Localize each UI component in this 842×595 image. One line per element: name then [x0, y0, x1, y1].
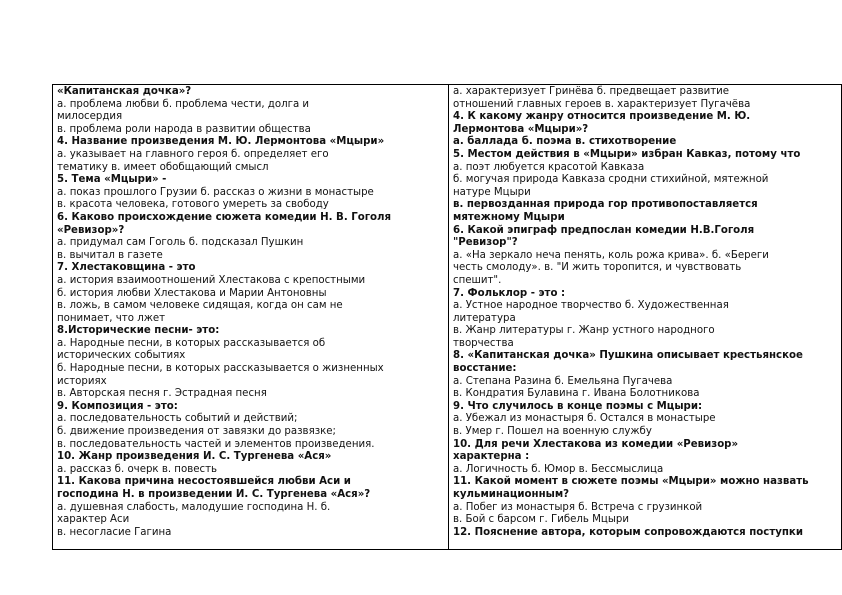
right-column	[449, 85, 841, 549]
question-line: 4. К какому жанру относится произведение М. Ю.	[453, 111, 751, 123]
answer-line: а. рассказ б. очерк в. повесть	[57, 463, 218, 475]
answer-line: в. последовательность частей и элементов произведения.	[57, 438, 375, 450]
answer-line: а. характеризует Гринёва б. предвещает развитие	[453, 86, 730, 97]
answer-line: а. Народные песни, в которых рассказывается об	[57, 337, 326, 349]
question-line: 4. Название произведения М. Ю. Лермонтова «Мцыри»	[57, 136, 385, 148]
question-line: Лермонтова «Мцыри»?	[453, 123, 589, 135]
answer-line: в. проблема роли народа в развитии общества	[57, 123, 311, 135]
answer-line: а. поэт любуется красотой Кавказа	[453, 161, 645, 173]
answer-line: в. ложь, в самом человеке сидящая, когда он сам не	[57, 300, 343, 312]
answer-line: а. Степана Разина б. Емельяна Пугачева	[453, 375, 673, 387]
answer-line: а. последовательность событий и действий;	[57, 413, 298, 425]
question-line: в. первозданная природа гор противопоставляется	[453, 199, 758, 211]
answer-line: а. душевная слабость, малодушие господина Н. б.	[57, 501, 331, 513]
question-line: 9. Композиция - это:	[57, 400, 178, 412]
answer-line: историях	[57, 375, 107, 387]
answer-line: в. несогласие Гагина	[57, 526, 172, 538]
question-line: 9. Что случилось в конце поэмы с Мцыри:	[453, 400, 703, 412]
answer-line: тематику в. имеет обобщающий смысл	[57, 161, 269, 173]
question-line: 11. Какова причина несостоявшейся любви Аси и	[57, 476, 351, 488]
answer-line: а. история взаимоотношений Хлестакова с крепостными	[57, 274, 366, 286]
question-line: 11. Какой момент в сюжете поэмы «Мцыри» можно назвать	[453, 476, 809, 488]
answer-line: в. Жанр литературы г. Жанр устного народного	[453, 325, 715, 337]
answer-line: б. история любви Хлестакова и Марии Антоновны	[57, 287, 327, 299]
question-line: 5. Тема «Мцыри» -	[57, 174, 167, 186]
question-line: 8. «Капитанская дочка» Пушкина описывает крестьянское	[453, 350, 803, 362]
question-line: "Ревизор"?	[453, 237, 518, 249]
question-line: кульминационным?	[453, 489, 570, 500]
answer-line: б. Народные песни, в которых рассказывается о жизненных	[57, 363, 384, 375]
answer-line: б. движение произведения от завязки до развязке;	[57, 426, 336, 438]
question-line: господина Н. в произведении И. С. Тургенева «Ася»?	[57, 489, 371, 500]
question-line: «Ревизор»?	[57, 224, 125, 236]
answer-line: а. Побег из монастыря б. Встреча с грузинкой	[453, 501, 703, 513]
answer-line: в. Кондратия Булавина г. Ивана Болотникова	[453, 388, 700, 400]
answer-line: отношений главных героев в. характеризует Пугачёва	[453, 98, 751, 110]
question-line: восстание:	[453, 363, 517, 375]
answer-line: в. Авторская песня г. Эстрадная песня	[57, 388, 267, 400]
answer-line: в. вычитал в газете	[57, 249, 163, 261]
answer-line: натуре Мцыри	[453, 186, 531, 198]
answer-line: в. красота человека, готового умереть за свободу	[57, 199, 329, 211]
question-line: а. баллада б. поэма в. стихотворение	[453, 136, 677, 148]
answer-line: а. Убежал из монастыря б. Остался в монастыре	[453, 413, 716, 425]
answer-line: литература	[453, 312, 516, 324]
question-line: 6. Какой эпиграф предпослан комедии Н.В.Гоголя	[453, 224, 755, 236]
answer-line: а. Устное народное творчество б. Художественная	[453, 300, 729, 312]
question-line: 7. Хлестаковщина - это	[57, 262, 196, 274]
answer-line: а. «На зеркало неча пенять, коль рожа крива». б. «Береги	[453, 249, 769, 261]
question-line: 10. Жанр произведения И. С. Тургенева «Ася»	[57, 451, 332, 463]
question-line: мятежному Мцыри	[453, 211, 565, 223]
worksheet-table	[52, 84, 842, 550]
answer-line: а. Логичность б. Юмор в. Бессмыслица	[453, 463, 664, 475]
answer-line: спешит".	[453, 274, 502, 286]
answer-line: характер Аси	[57, 514, 130, 526]
question-line: «Капитанская дочка»?	[57, 86, 192, 97]
question-line: 6. Каково происхождение сюжета комедии Н. В. Гоголя	[57, 211, 392, 223]
question-line: характерна :	[453, 451, 530, 463]
answer-line: б. могучая природа Кавказа сродни стихийной, мятежной	[453, 174, 769, 186]
left-column	[53, 85, 449, 549]
question-line: 10. Для речи Хлестакова из комедии «Ревизор»	[453, 438, 739, 450]
answer-line: а. проблема любви б. проблема чести, долга и	[57, 98, 310, 110]
answer-line: а. указывает на главного героя б. определяет его	[57, 148, 329, 160]
answer-line: в. Бой с барсом г. Гибель Мцыри	[453, 514, 629, 526]
answer-line: понимает, что лжет	[57, 312, 166, 324]
answer-line: милосердия	[57, 111, 123, 123]
question-line: 12. Пояснение автора, которым сопровождаются поступки	[453, 526, 803, 538]
question-line: 5. Местом действия в «Мцыри» избран Кавказ, потому что	[453, 148, 801, 160]
answer-line: исторических событиях	[57, 350, 186, 362]
answer-line: творчества	[453, 337, 514, 349]
answer-line: а. придумал сам Гоголь б. подсказал Пушкин	[57, 237, 304, 249]
answer-line: а. показ прошлого Грузии б. рассказ о жизни в монастыре	[57, 186, 374, 198]
question-line: 8.Исторические песни- это:	[57, 325, 220, 337]
question-line: 7. Фольклор - это :	[453, 287, 566, 299]
answer-line: в. Умер г. Пошел на военную службу	[453, 426, 652, 438]
answer-line: честь смолоду». в. "И жить торопится, и чувствовать	[453, 262, 742, 274]
